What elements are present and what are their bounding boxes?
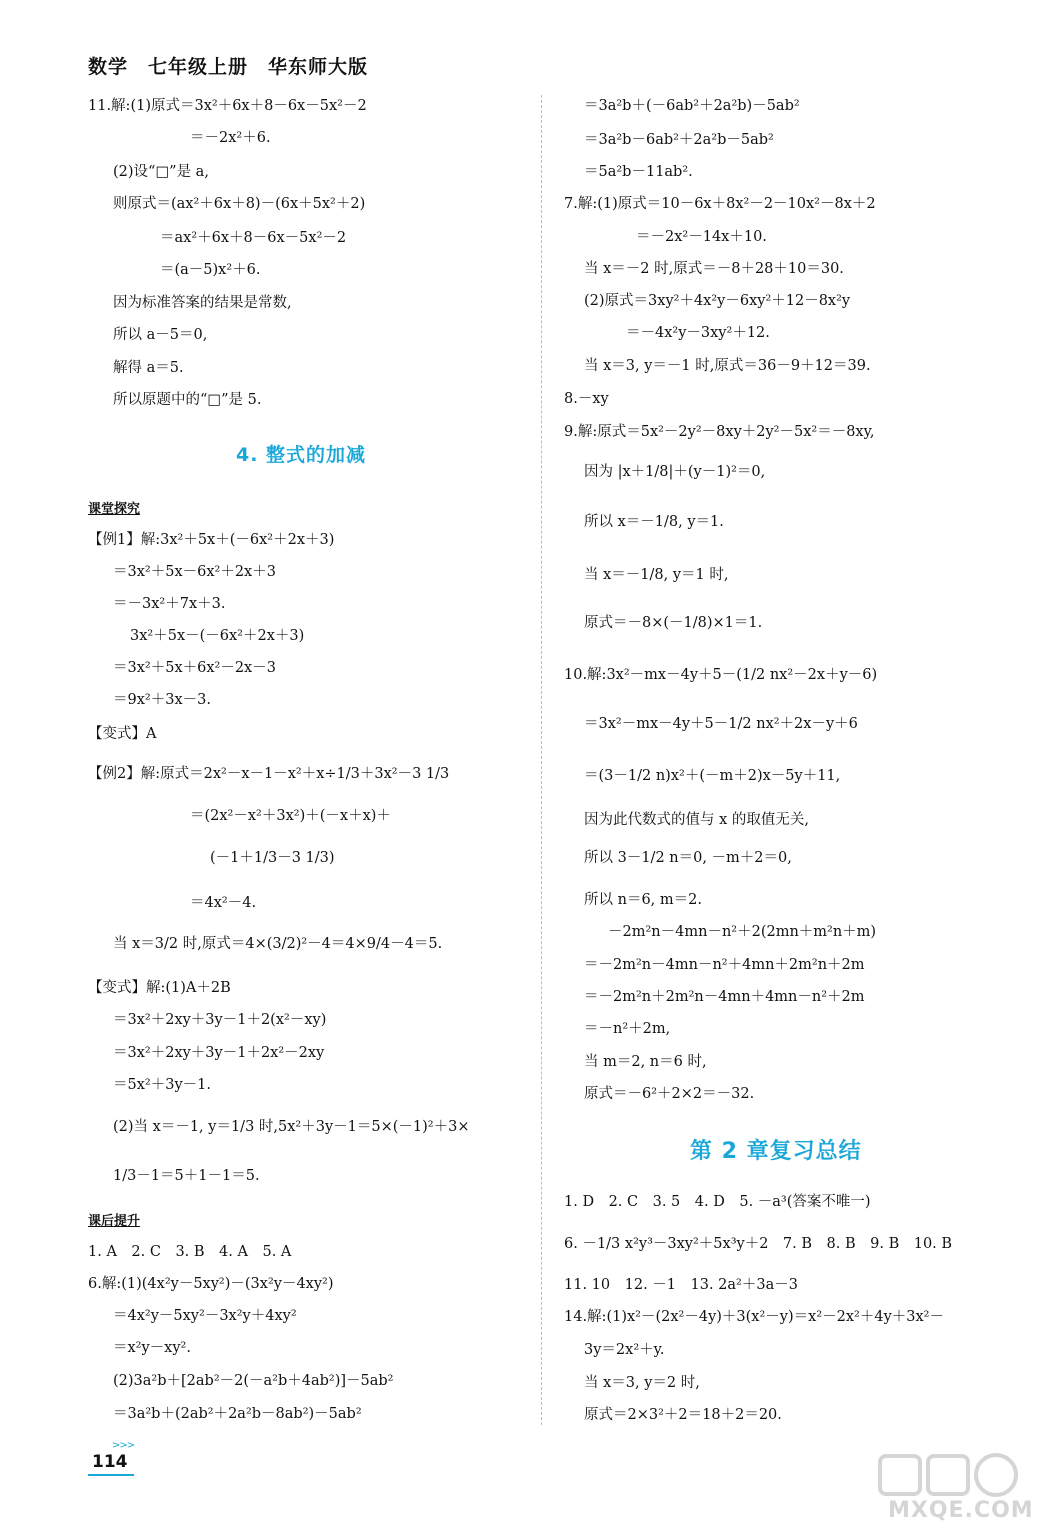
left-text-line: (2)当 x＝－1, y＝1/3 时,5x²＋3y－1＝5×(－1)²＋3×	[113, 1119, 470, 1135]
left-text-line: 当 x＝3/2 时,原式＝4×(3/2)²－4＝4×9/4－4＝5.	[113, 936, 443, 952]
right-text-line: 原式＝－8×(－1/8)×1＝1.	[584, 615, 763, 631]
left-text-line: ＝－2x²＋6.	[190, 130, 271, 146]
left-text-line: ＝3x²＋2xy＋3y－1＋2(x²－xy)	[113, 1012, 327, 1028]
right-text-line: 1. D 2. C 3. 5 4. D 5. －a³(答案不唯一)	[564, 1194, 871, 1210]
subsection-label: 课堂探究	[88, 502, 141, 517]
right-text-line: －2m²n－4mn－n²＋2(2mn＋m²n＋m)	[608, 924, 877, 940]
right-text-line: ＝(3－1/2 n)x²＋(－m＋2)x－5y＋11,	[584, 768, 841, 784]
page-header: 数学 七年级上册 华东师大版	[88, 56, 369, 78]
left-text-line: 则原式＝(ax²＋6x＋8)－(6x＋5x²＋2)	[113, 196, 366, 212]
left-text-line: 6.解:(1)(4x²y－5xy²)－(3x²y－4xy²)	[88, 1276, 334, 1292]
left-text-line: 1/3－1＝5＋1－1＝5.	[113, 1168, 260, 1184]
right-text-line: 11. 10 12. －1 13. 2a²＋3a－3	[564, 1277, 798, 1293]
right-text-line: 所以 x＝－1/8, y＝1.	[584, 514, 724, 530]
right-text-line: ＝－n²＋2m,	[584, 1021, 671, 1037]
left-text-line: 【例1】解:3x²＋5x＋(－6x²＋2x＋3)	[88, 532, 335, 548]
left-text-line: ＝3x²＋2xy＋3y－1＋2x²－2xy	[113, 1045, 325, 1061]
right-text-line: 当 x＝3, y＝－1 时,原式＝36－9＋12＝39.	[584, 358, 871, 374]
right-text-line: 当 x＝3, y＝2 时,	[584, 1375, 700, 1391]
left-text-line: ＝9x²＋3x－3.	[113, 692, 211, 708]
left-text-line: ＝3a²b＋(2ab²＋2a²b－8ab²)－5ab²	[113, 1406, 362, 1422]
right-text-line: 因为此代数式的值与 x 的取值无关,	[584, 812, 810, 828]
right-text-line: 当 m＝2, n＝6 时,	[584, 1054, 707, 1070]
left-text-line: 【变式】解:(1)A＋2B	[88, 980, 231, 996]
left-text-line: ＝(a－5)x²＋6.	[160, 262, 261, 278]
watermark-text: MXQE.COM	[888, 1498, 1034, 1523]
left-text-line: (2)设“□”是 a,	[113, 164, 209, 180]
right-text-line: 当 x＝－1/8, y＝1 时,	[584, 567, 729, 583]
left-text-line: ＝5x²＋3y－1.	[113, 1077, 211, 1093]
right-text-line: 当 x＝－2 时,原式＝－8＋28＋10＝30.	[584, 261, 844, 277]
right-text-line: (2)原式＝3xy²＋4x²y－6xy²＋12－8x²y	[584, 293, 851, 309]
right-text-line: 8.－xy	[564, 391, 609, 407]
left-text-line: (－1＋1/3－3 1/3)	[210, 850, 335, 866]
left-text-line: 1. A 2. C 3. B 4. A 5. A	[88, 1244, 292, 1260]
left-text-line: (2)3a²b＋[2ab²－2(－a²b＋4ab²)]－5ab²	[113, 1373, 394, 1389]
right-text-line: 9.解:原式＝5x²－2y²－8xy＋2y²－5x²＝－8xy,	[564, 424, 875, 440]
right-text-line: ＝3a²b－6ab²＋2a²b－5ab²	[584, 132, 774, 148]
left-text-line: 【变式】A	[88, 726, 157, 742]
column-divider	[541, 95, 542, 1425]
right-text-line: ＝－4x²y－3xy²＋12.	[626, 325, 770, 341]
right-text-line: ＝3a²b＋(－6ab²＋2a²b)－5ab²	[584, 98, 800, 114]
right-text-line: ＝－2x²－14x＋10.	[636, 229, 767, 245]
page-number: 114	[92, 1452, 128, 1472]
right-text-line: 3y＝2x²＋y.	[584, 1342, 665, 1358]
right-text-line: ＝3x²－mx－4y＋5－1/2 nx²＋2x－y＋6	[584, 716, 858, 732]
left-text-line: 11.解:(1)原式＝3x²＋6x＋8－6x－5x²－2	[88, 98, 367, 114]
left-text-line: ＝3x²＋5x＋6x²－2x－3	[113, 660, 276, 676]
right-text-line: ＝－2m²n＋2m²n－4mn＋4mn－n²＋2m	[584, 989, 865, 1005]
left-text-line: ＝－3x²＋7x＋3.	[113, 596, 226, 612]
subsection-label: 课后提升	[88, 1214, 141, 1229]
left-text-line: ＝4x²y－5xy²－3x²y＋4xy²	[113, 1308, 297, 1324]
right-text-line: ＝－2m²n－4mn－n²＋4mn＋2m²n＋2m	[584, 957, 865, 973]
watermark-logo-icon	[876, 1450, 1026, 1500]
left-text-line: 3x²＋5x－(－6x²＋2x＋3)	[130, 628, 305, 644]
right-text-line: 10.解:3x²－mx－4y＋5－(1/2 nx²－2x＋y－6)	[564, 667, 878, 683]
watermark	[876, 1450, 1034, 1526]
right-text-line: 所以 n＝6, m＝2.	[584, 892, 702, 908]
left-text-line: 【例2】解:原式＝2x²－x－1－x²＋x÷1/3＋3x²－3 1/3	[88, 766, 450, 782]
section-title: 第 2 章复习总结	[690, 1139, 862, 1164]
left-text-line: ＝3x²＋5x－6x²＋2x＋3	[113, 564, 276, 580]
left-text-line: 解得 a＝5.	[113, 360, 184, 376]
section-title: 4. 整式的加减	[236, 444, 367, 466]
right-text-line: ＝5a²b－11ab².	[584, 164, 693, 180]
right-text-line: 所以 3－1/2 n＝0, －m＋2＝0,	[584, 850, 792, 866]
right-text-line: 原式＝－6²＋2×2＝－32.	[584, 1086, 755, 1102]
left-text-line: ＝(2x²－x²＋3x²)＋(－x＋x)＋	[190, 808, 391, 824]
right-text-line: 原式＝2×3²＋2＝18＋2＝20.	[584, 1407, 782, 1423]
left-text-line: 所以 a－5＝0,	[113, 327, 208, 343]
left-text-line: ＝ax²＋6x＋8－6x－5x²－2	[160, 230, 347, 246]
left-text-line: 因为标准答案的结果是常数,	[113, 295, 292, 311]
left-text-line: 所以原题中的“□”是 5.	[113, 392, 262, 408]
left-text-line: ＝4x²－4.	[190, 895, 257, 911]
left-text-line: ＝x²y－xy².	[113, 1340, 191, 1356]
page-arrows-icon: >>>	[112, 1440, 135, 1451]
right-text-line: 因为 |x＋1/8|＋(y－1)²＝0,	[584, 464, 766, 480]
right-text-line: 14.解:(1)x²－(2x²－4y)＋3(x²－y)＝x²－2x²＋4y＋3x²－	[564, 1309, 944, 1325]
right-text-line: 7.解:(1)原式＝10－6x＋8x²－2－10x²－8x＋2	[564, 196, 876, 212]
right-text-line: 6. －1/3 x²y³－3xy²＋5x³y＋2 7. B 8. B 9. B 10. B	[564, 1236, 953, 1252]
